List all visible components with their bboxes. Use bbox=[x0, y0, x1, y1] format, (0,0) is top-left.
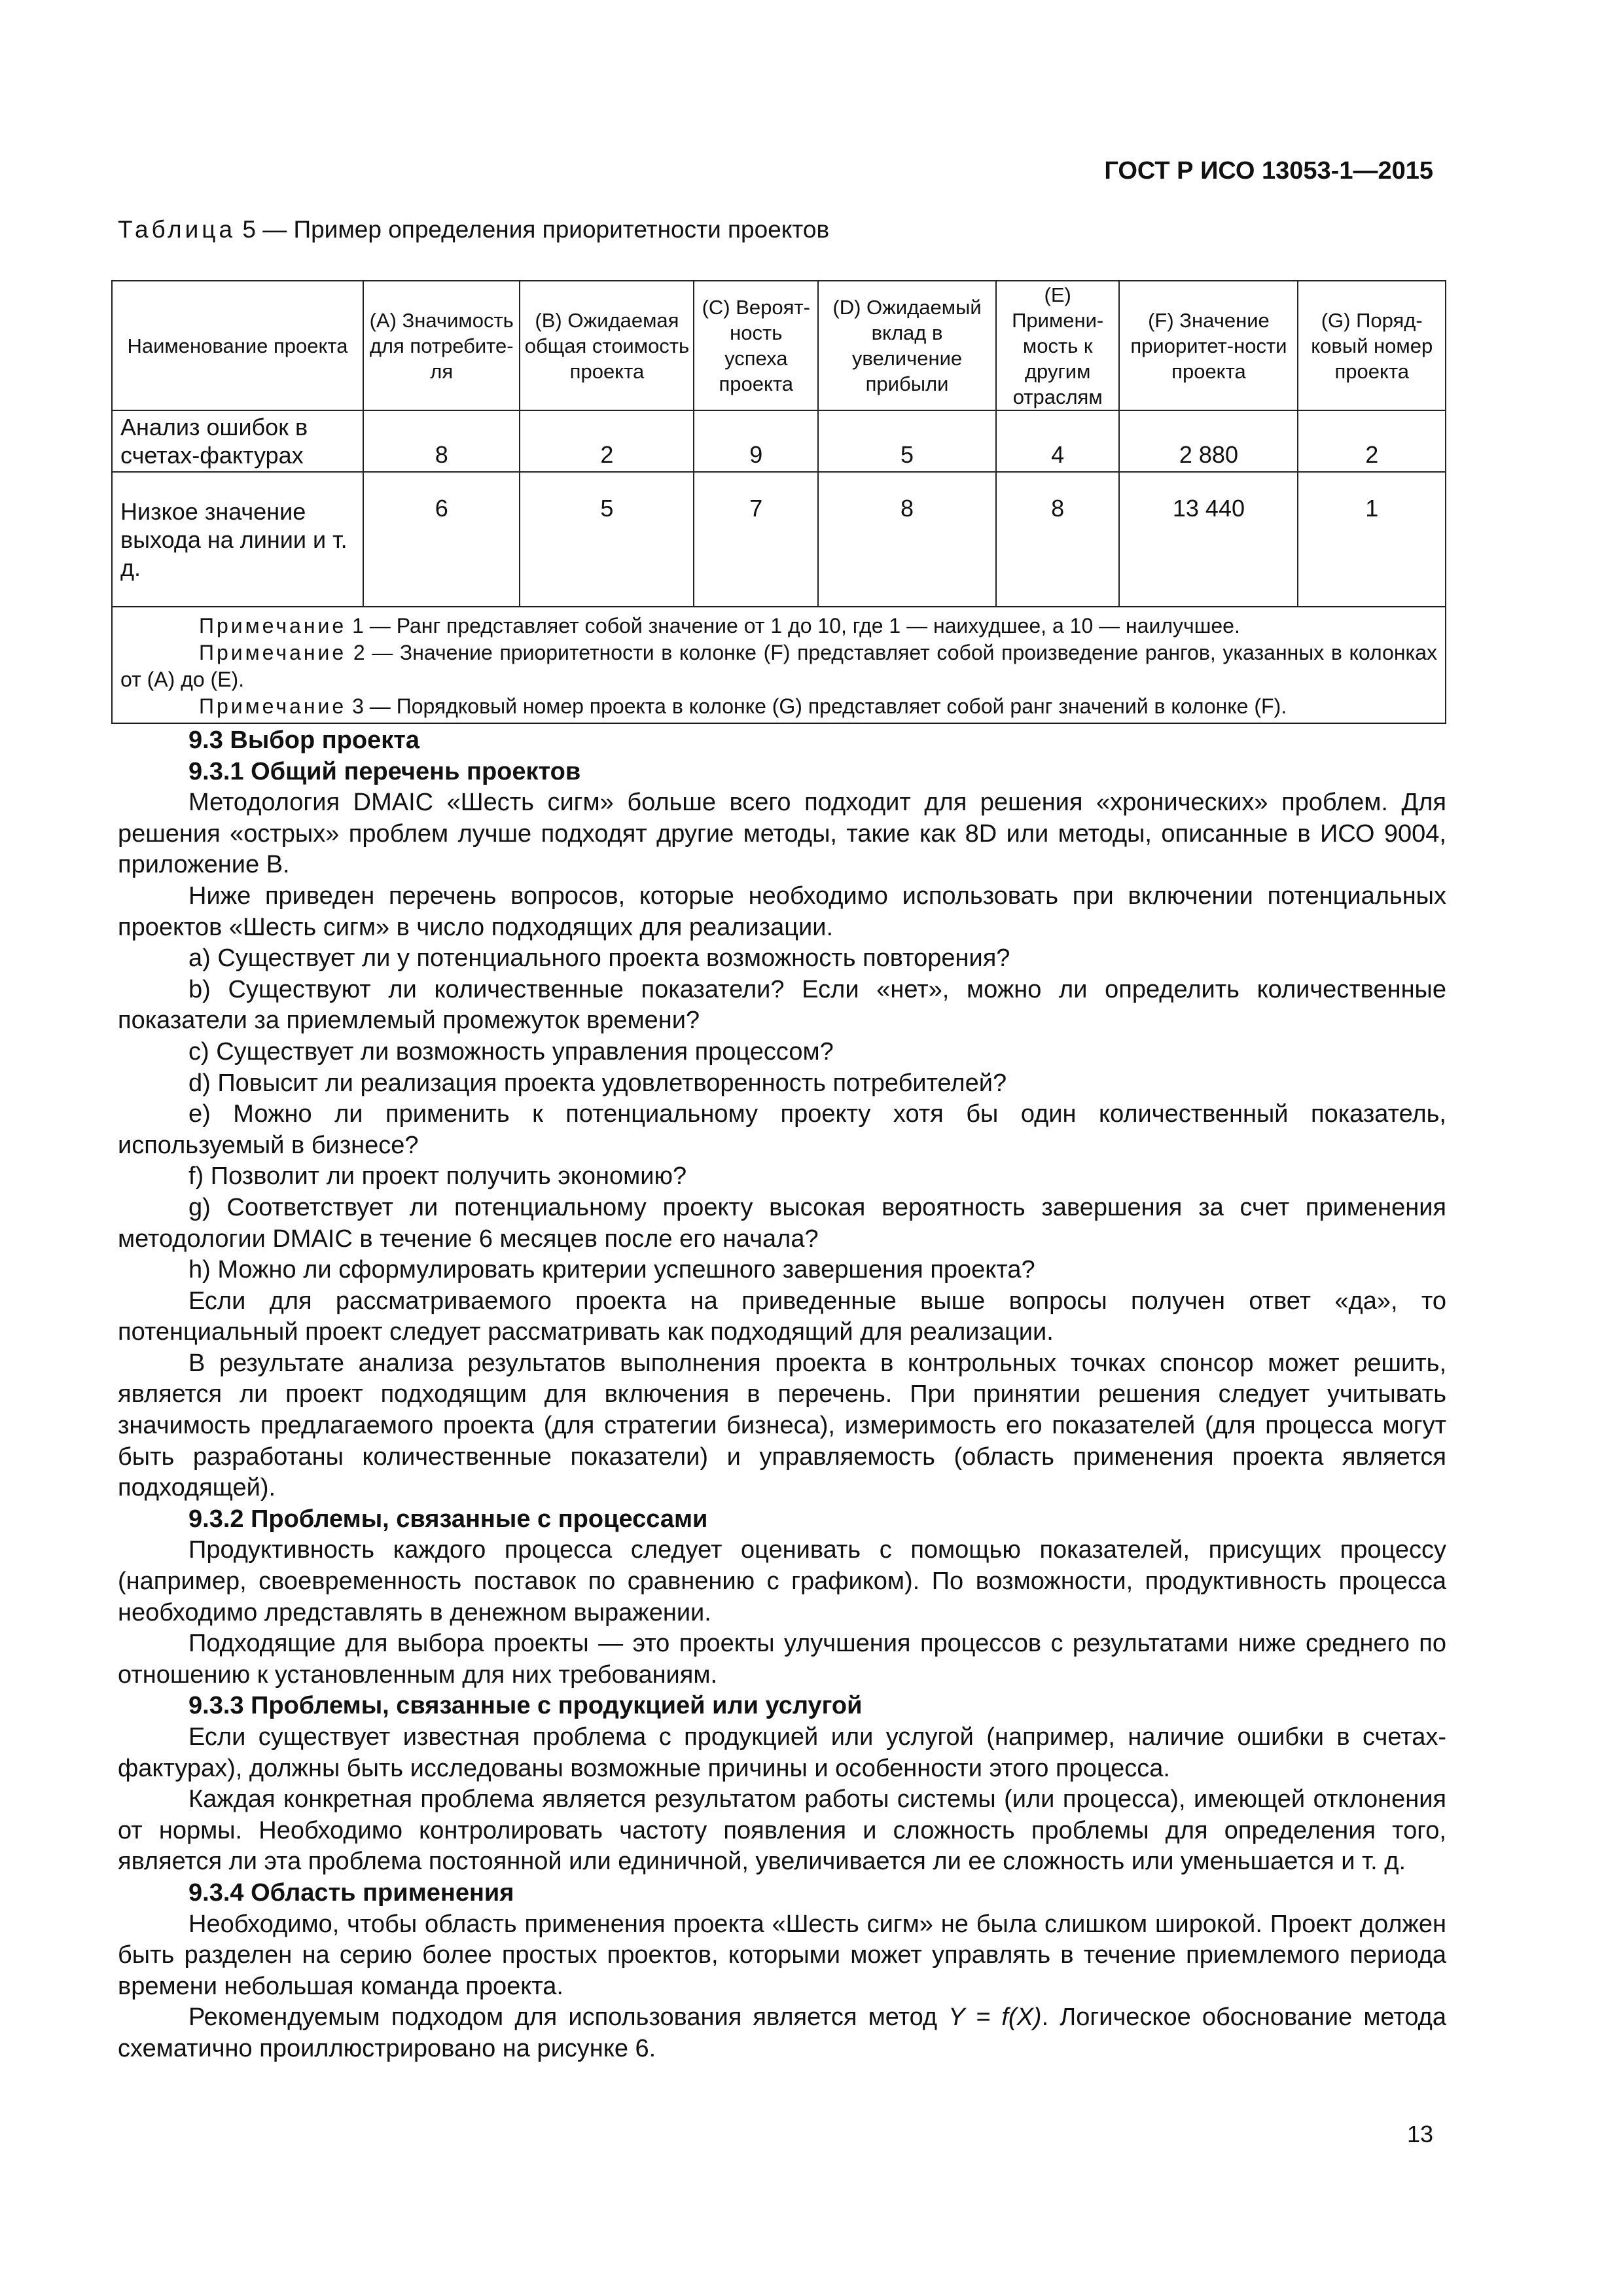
document-body bbox=[118, 725, 1446, 2065]
paragraph: В результате анализа результатов выполнения проекта в контрольных точках спонсор может решить, является ли проект подходящим для включения в перечень. При принятии решения следует учитывать значимость предлагаемого проекта (для стратегии бизнеса), измеримость его показателей (для процесса могут быть разработаны количественные показатели) и управляемость (область применения проекта является подходящей). bbox=[118, 1349, 1446, 1502]
page-number: 13 bbox=[1406, 2121, 1433, 2147]
col-header-name: Наименование проекта bbox=[112, 281, 363, 410]
paragraph: Методология DMAIC «Шесть сигм» больше всего подходит для решения «хронических» проблем. Для решения «острых» проблем лучше подходят другие методы, такие как 8D или методы, описанные в ИСО 9004, приложение В. bbox=[118, 789, 1446, 879]
paragraph bbox=[118, 2002, 1446, 2064]
col-header-c: (C) Вероят-ность успеха проекта bbox=[694, 281, 818, 410]
paragraph: Если для рассматриваемого проекта на приведенные выше вопросы получен ответ «да», то потенциальный проект следует рассматривать как подходящий для реализации. bbox=[118, 1287, 1446, 1346]
paragraph: Каждая конкретная проблема является результатом работы системы (или процесса), имеющей отклонения от нормы. Необходимо контролировать частоту появления и сложность проблемы для определения того, является ли эта проблема постоянной или единичной, увеличивается ли ее сложность или уменьшается и т. д. bbox=[118, 1785, 1446, 1876]
cell-b: 5 bbox=[520, 472, 694, 607]
col-header-b: (B) Ожидаемая общая стоимость проекта bbox=[520, 281, 694, 410]
col-header-a: (A) Значимость для потребите-ля bbox=[363, 281, 520, 410]
section-heading-9-3-1: 9.3.1 Общий перечень проектов bbox=[188, 757, 581, 785]
table-caption bbox=[118, 216, 829, 243]
table-note bbox=[120, 639, 1437, 693]
cell-c: 7 bbox=[694, 472, 818, 607]
col-header-e: (E) Примени-мость к другим отраслям bbox=[996, 281, 1120, 410]
col-header-g: (G) Поряд-ковый номер проекта bbox=[1298, 281, 1446, 410]
paragraph: Ниже приведен перечень вопросов, которые необходимо использовать при включении потенциальных проектов «Шесть сигм» в число подходящих для реализации. bbox=[118, 882, 1446, 941]
table-header-row bbox=[112, 281, 1446, 410]
paragraph-end: . Логическое обоснование метода схематично проиллюстрировано на рисунке 6. bbox=[118, 2003, 1446, 2062]
table-notes bbox=[112, 607, 1446, 723]
table-caption-text: 5 — Пример определения приоритетности проектов bbox=[236, 216, 830, 243]
cell-b: 2 bbox=[520, 410, 694, 472]
question-f: f) Позволит ли проект получить экономию? bbox=[188, 1162, 687, 1191]
paragraph: Продуктивность каждого процесса следует оценивать с помощью показателей, присущих процессу (например, своевременность поставок по сравнению с графиком). По возможности, продуктивность процесса необходимо лредставлять в денежном выражении. bbox=[118, 1536, 1446, 1626]
standard-header: ГОСТ Р ИСО 13053-1—2015 bbox=[1104, 157, 1433, 185]
table-note bbox=[120, 693, 1437, 720]
cell-d: 5 bbox=[818, 410, 996, 472]
cell-g: 2 bbox=[1298, 410, 1446, 472]
paragraph: Необходимо, чтобы область применения проекта «Шесть сигм» не была слишком широкой. Проект должен быть разделен на серию более простых проектов, которыми может управлять в течение приемлемого периода времени небольшая команда проекта. bbox=[118, 1910, 1446, 2000]
question-d: d) Повысит ли реализация проекта удовлетворенность потребителей? bbox=[188, 1069, 1007, 1097]
note-label: Примечание bbox=[199, 641, 347, 664]
cell-e: 4 bbox=[996, 410, 1120, 472]
paragraph: Подходящие для выбора проекты — это проекты улучшения процессов с результатами ниже среднего по отношению к установленным для них требованиям. bbox=[118, 1630, 1446, 1689]
row-name: Анализ ошибок в счетах-фактурах bbox=[112, 410, 363, 472]
cell-f: 13 440 bbox=[1119, 472, 1298, 607]
cell-a: 6 bbox=[363, 472, 520, 607]
cell-f: 2 880 bbox=[1119, 410, 1298, 472]
cell-d: 8 bbox=[818, 472, 996, 607]
note-text: 2 — Значение приоритетности в колонке (F) представляет собой произведение рангов, указанных в колонках от (А) до (Е). bbox=[120, 641, 1437, 691]
table-row bbox=[112, 410, 1446, 472]
cell-a: 8 bbox=[363, 410, 520, 472]
section-heading-9-3-2: 9.3.2 Проблемы, связанные с процессами bbox=[188, 1505, 708, 1533]
note-label: Примечание bbox=[199, 694, 347, 718]
priority-table bbox=[111, 280, 1446, 724]
col-header-f: (F) Значение приоритет-ности проекта bbox=[1119, 281, 1298, 410]
section-heading-9-3-3: 9.3.3 Проблемы, связанные с продукцией или услугой bbox=[188, 1692, 863, 1720]
question-a: a) Существует ли у потенциального проекта возможность повторения? bbox=[188, 944, 1010, 973]
cell-g: 1 bbox=[1298, 472, 1446, 607]
question-h: h) Можно ли сформулировать критерии успешного завершения проекта? bbox=[188, 1256, 1035, 1284]
cell-e: 8 bbox=[996, 472, 1120, 607]
table-note bbox=[120, 613, 1437, 639]
question-b: b) Существуют ли количественные показатели? Если «нет», можно ли определить количественные показатели за приемлемый промежуток времени? bbox=[118, 975, 1446, 1035]
section-heading-9-3-4: 9.3.4 Область применения bbox=[188, 1878, 514, 1907]
row-name: Низкое значение выхода на линии и т. д. bbox=[112, 472, 363, 607]
paragraph-start: Рекомендуемым подходом для использования является метод bbox=[188, 2003, 949, 2032]
table-caption-label: Таблица bbox=[118, 216, 236, 243]
note-text: 3 — Порядковый номер проекта в колонке (G) представляет собой ранг значений в колонке (F). bbox=[346, 694, 1287, 718]
question-e: e) Можно ли применить к потенциальному проекту хотя бы один количественный показатель, используемый в бизнесе? bbox=[118, 1100, 1446, 1159]
paragraph: Если существует известная проблема с продукцией или услугой (например, наличие ошибки в счетах-фактурах), должны быть исследованы возможные причины и особенности этого процесса. bbox=[118, 1723, 1446, 1782]
col-header-d: (D) Ожидаемый вклад в увеличение прибыли bbox=[818, 281, 996, 410]
question-g: g) Соответствует ли потенциальному проекту высокая вероятность завершения за счет применения методологии DMAIC в течение 6 месяцев после его начала? bbox=[118, 1193, 1446, 1253]
question-c: c) Существует ли возможность управления процессом? bbox=[188, 1037, 834, 1066]
formula: Y = f(X) bbox=[948, 2003, 1042, 2032]
table-row bbox=[112, 472, 1446, 607]
table-notes-row bbox=[112, 607, 1446, 723]
note-label: Примечание bbox=[199, 614, 347, 637]
note-text: 1 — Ранг представляет собой значение от 1 до 10, где 1 — наихудшее, а 10 — наилучшее. bbox=[346, 614, 1240, 637]
cell-c: 9 bbox=[694, 410, 818, 472]
section-heading-9-3: 9.3 Выбор проекта bbox=[188, 726, 420, 754]
